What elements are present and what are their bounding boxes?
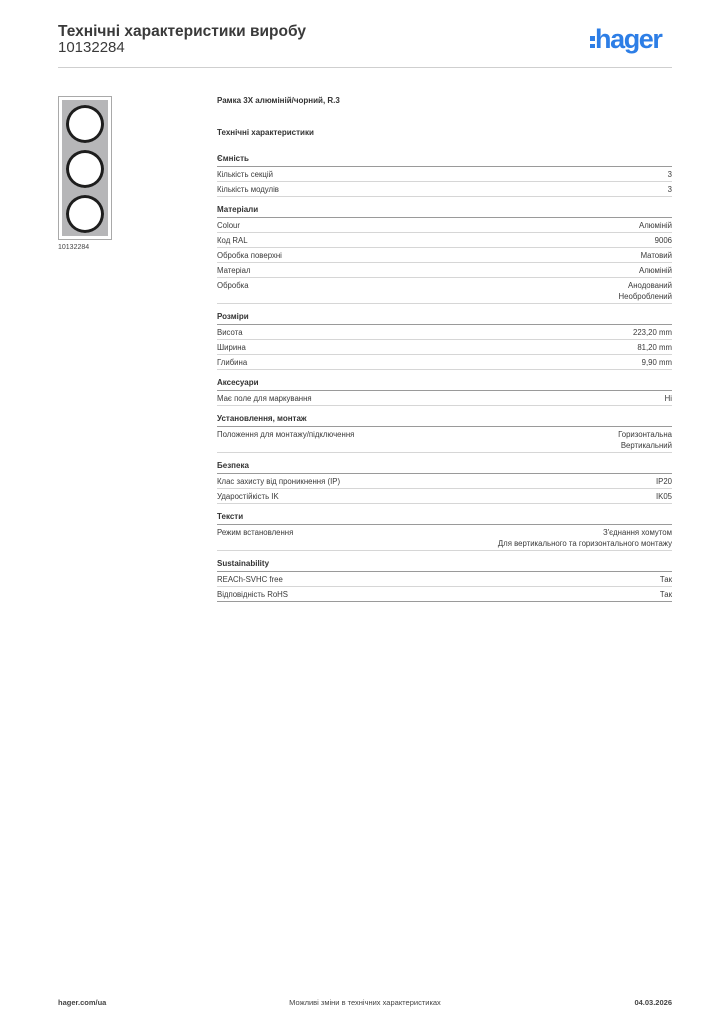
spec-value-line: Необроблений <box>618 291 672 301</box>
spec-row <box>217 263 672 278</box>
spec-value-line: Так <box>659 589 672 599</box>
spec-value-line: Матовий <box>640 250 672 260</box>
spec-group-title: Розміри <box>217 312 672 325</box>
spec-value-line: Алюміній <box>639 265 672 275</box>
spec-heading: Технічні характеристики <box>217 128 314 137</box>
spec-row <box>217 572 672 587</box>
spec-row <box>217 587 672 602</box>
spec-row <box>217 340 672 355</box>
spec-value-line: 3 <box>667 184 672 194</box>
spec-value-line: Вертикальний <box>620 440 672 450</box>
spec-row-label: Ударостійкість IK <box>217 491 279 501</box>
spec-value-line: Анодований <box>628 280 672 290</box>
spec-value-line: 9,90 mm <box>641 357 672 367</box>
spec-row-value <box>656 491 672 502</box>
socket-ring-icon <box>66 195 104 233</box>
spec-group-title: Тексти <box>217 512 672 525</box>
spec-group-title: Матеріали <box>217 205 672 218</box>
spec-row-label: Матеріал <box>217 265 251 275</box>
spec-row-label: REACh-SVHC free <box>217 574 283 584</box>
spec-group <box>217 512 672 551</box>
specification <box>217 96 672 602</box>
spec-group <box>217 205 672 304</box>
spec-row-value <box>637 342 672 353</box>
spec-value-line: Так <box>659 574 672 584</box>
spec-row-value <box>668 169 672 180</box>
document-number: 10132284 <box>58 39 125 56</box>
spec-row-value <box>639 220 672 231</box>
spec-value-line: Алюміній <box>639 220 672 230</box>
spec-row <box>217 525 672 551</box>
spec-row-label: Colour <box>217 220 240 230</box>
spec-row-value <box>618 429 672 451</box>
spec-group-title: Ємність <box>217 154 672 167</box>
spec-row-label: Код RAL <box>217 235 248 245</box>
product-image <box>58 96 112 240</box>
spec-row <box>217 427 672 453</box>
spec-row <box>217 391 672 406</box>
footer-site-link[interactable]: hager.com/ua <box>58 998 107 1007</box>
spec-row <box>217 248 672 263</box>
spec-group <box>217 378 672 406</box>
spec-value-line: Для вертикального та горизонтального монтажу <box>497 538 672 548</box>
socket-ring-icon <box>66 105 104 143</box>
spec-group-title: Установлення, монтаж <box>217 414 672 427</box>
document-title: Технічні характеристики виробу <box>58 23 306 40</box>
spec-value-line: IP20 <box>655 476 672 486</box>
spec-row-value <box>665 393 672 404</box>
spec-row-label: Глибина <box>217 357 248 367</box>
spec-group-title: Безпека <box>217 461 672 474</box>
spec-group-title: Аксесуари <box>217 378 672 391</box>
spec-row-label: Відповідність RoHS <box>217 589 288 599</box>
spec-row-value <box>641 250 672 261</box>
spec-group-title: Sustainability <box>217 559 672 572</box>
footer-date: 04.03.2026 <box>634 998 672 1007</box>
spec-value-line: 81,20 mm <box>637 342 672 352</box>
footer-note: Можливі зміни в технічних характеристиках <box>289 998 441 1007</box>
spec-value-line: 223,20 mm <box>632 327 672 337</box>
spec-row-value <box>619 280 672 302</box>
spec-row-label: Має поле для маркування <box>217 393 312 403</box>
spec-row-label: Положення для монтажу/підключення <box>217 429 355 439</box>
spec-row <box>217 489 672 504</box>
spec-row-value <box>639 265 672 276</box>
spec-row <box>217 233 672 248</box>
spec-row-value <box>656 476 672 487</box>
spec-row <box>217 182 672 197</box>
image-caption: 10132284 <box>58 244 90 251</box>
spec-row-value <box>642 357 672 368</box>
spec-groups <box>217 154 672 602</box>
spec-row-label: Ширина <box>217 342 246 352</box>
spec-value-line: 3 <box>667 169 672 179</box>
spec-value-line: 9006 <box>654 235 672 245</box>
spec-row-label: Обробка поверхні <box>217 250 282 260</box>
spec-value-line: Ні <box>664 393 672 403</box>
logo-text: hager <box>595 24 662 54</box>
spec-row <box>217 325 672 340</box>
product-name: Рамка 3X алюміній/чорний, R.3 <box>217 96 340 105</box>
spec-group <box>217 154 672 197</box>
spec-row-value <box>633 327 672 338</box>
spec-row-value <box>660 574 672 585</box>
spec-row-label: Обробка <box>217 280 249 290</box>
socket-ring-icon <box>66 150 104 188</box>
spec-value-line: IK05 <box>655 491 672 501</box>
spec-row-label: Кількість секцій <box>217 169 273 179</box>
spec-row <box>217 167 672 182</box>
spec-group <box>217 461 672 504</box>
header-divider <box>58 67 672 68</box>
spec-group <box>217 559 672 602</box>
spec-group <box>217 312 672 370</box>
spec-row <box>217 355 672 370</box>
frame-illustration <box>62 100 108 236</box>
spec-value-line: Горизонтальна <box>618 429 672 439</box>
spec-row-label: Режим встановлення <box>217 527 294 537</box>
spec-group <box>217 414 672 453</box>
spec-row-value <box>668 184 672 195</box>
spec-row-value <box>655 235 672 246</box>
spec-row <box>217 218 672 233</box>
spec-row-label: Клас захисту від проникнення (IP) <box>217 476 341 486</box>
spec-value-line: З'єднання хомутом <box>602 527 672 537</box>
spec-row-value <box>660 589 672 600</box>
spec-row <box>217 474 672 489</box>
spec-row-label: Висота <box>217 327 243 337</box>
spec-row-label: Кількість модулів <box>217 184 279 194</box>
spec-row-value <box>498 527 672 549</box>
spec-row <box>217 278 672 304</box>
